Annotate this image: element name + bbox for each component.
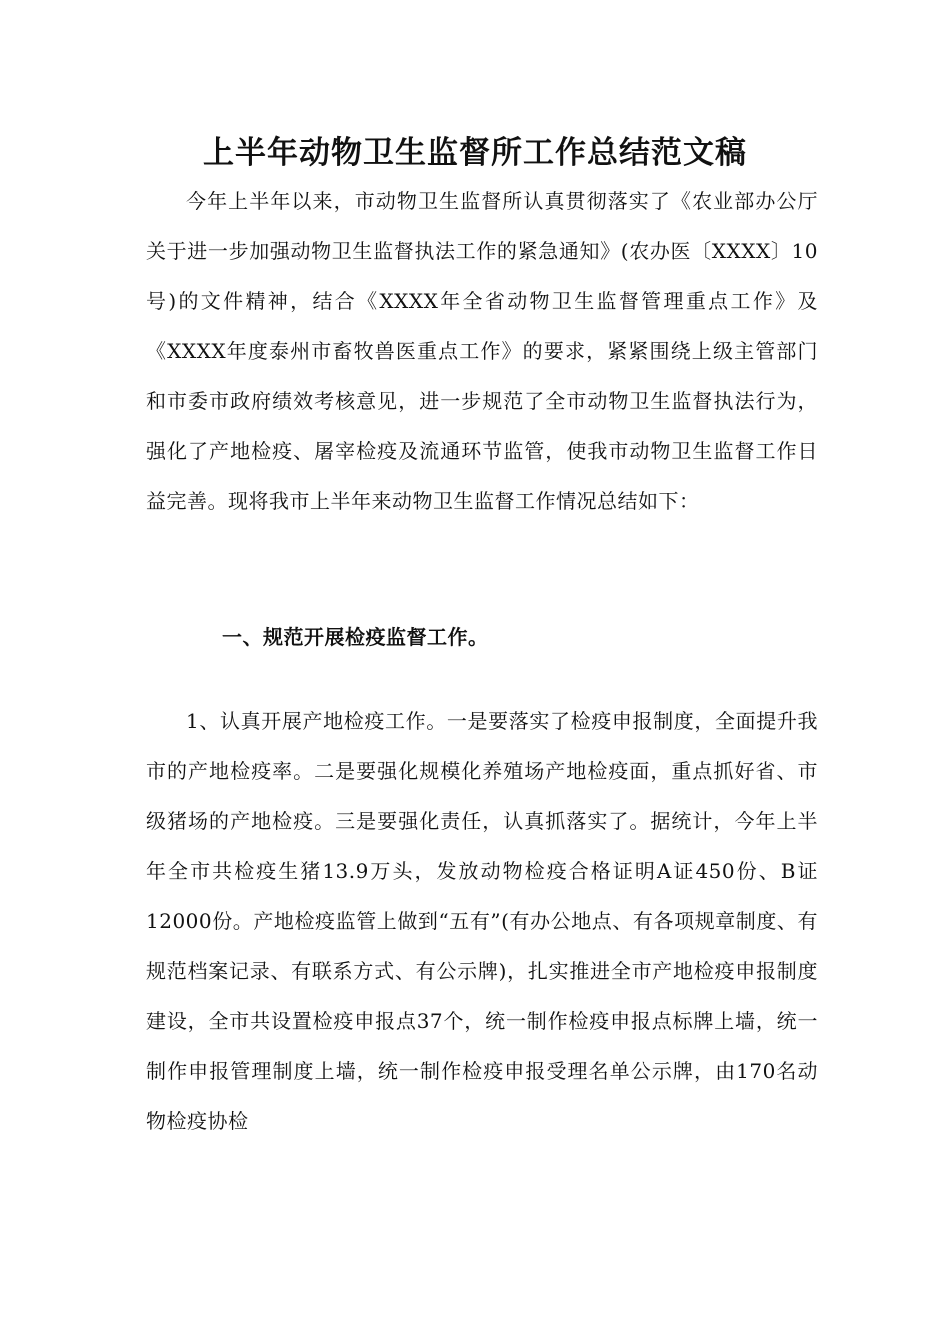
document-title: 上半年动物卫生监督所工作总结范文稿 [203,135,747,171]
section-heading-1: 一、规范开展检疫监督工作。 [222,625,489,649]
section-1-paragraph-1: 1、认真开展产地检疫工作。一是要落实了检疫申报制度，全面提升我市的产地检疫率。二是要强化规模化养殖场产地检疫面，重点抓好省、市级猪场的产地检疫。三是要强化责任，认真抓落实了。据统计，今年上半年全市共检疫生猪13.9万头，发放动物检疫合格证明A证450份、B证12000份。产地检疫监管上做到“五有”(有办公地点、有各项规章制度、有规范档案记录、有联系方式、有公示牌)，扎实推进全市产地检疫申报制度建设，全市共设置检疫申报点37个，统一制作检疫申报点标牌上墙，统一制作申报管理制度上墙，统一制作检疫申报受理名单公示牌，由170名动物检疫协检 [146,709,818,1133]
intro-paragraph: 今年上半年以来，市动物卫生监督所认真贯彻落实了《农业部办公厅关于进一步加强动物卫生监督执法工作的紧急通知》(农办医〔XXXX〕10号)的文件精神，结合《XXXX年全省动物卫生监督管理重点工作》及《XXXX年度泰州市畜牧兽医重点工作》的要求，紧紧围绕上级主管部门和市委市政府绩效考核意见，进一步规范了全市动物卫生监督执法行为，强化了产地检疫、屠宰检疫及流通环节监管，使我市动物卫生监督工作日益完善。现将我市上半年来动物卫生监督工作情况总结如下： [146,189,818,513]
